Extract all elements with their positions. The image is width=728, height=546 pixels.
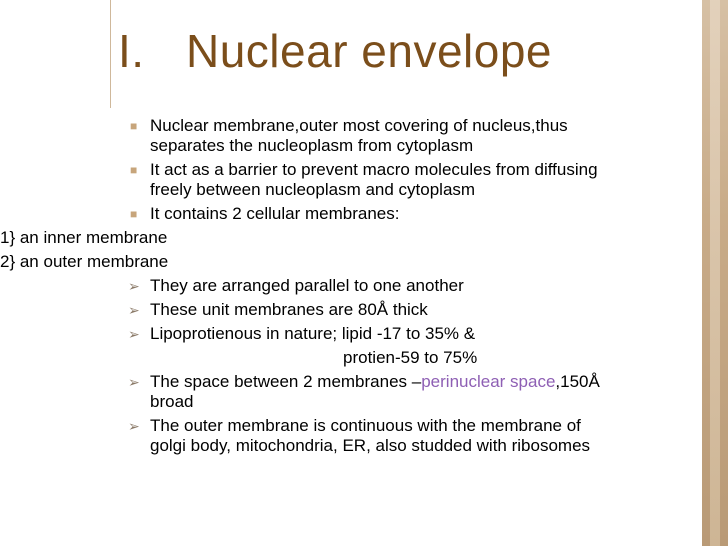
arrow-bullet-icon: ➢ (128, 326, 140, 342)
square-bullet-icon: ■ (130, 119, 138, 133)
list-item-text: They are arranged parallel to one another (150, 276, 464, 295)
list-item (0, 252, 696, 272)
list-item (0, 228, 696, 248)
square-bullet-icon: ■ (130, 163, 138, 177)
list-item (110, 416, 696, 456)
highlighted-term: perinuclear space (421, 372, 556, 391)
list-item-text: protien-59 to 75% (343, 348, 478, 367)
arrow-bullet-icon: ➢ (128, 418, 140, 434)
arrow-bullet-icon: ➢ (128, 302, 140, 318)
list-item-text: The outer membrane is continuous with the membrane of (150, 416, 581, 435)
list-item (110, 348, 696, 368)
slide-title (118, 24, 552, 78)
list-item-text: It act as a barrier to prevent macro molecules from diffusing (150, 160, 598, 179)
square-bullet-icon: ■ (130, 207, 138, 221)
list-item-text: Nuclear membrane,outer most covering of nucleus,thus (150, 116, 568, 135)
list-item-text: separates the nucleoplasm from cytoplasm (150, 136, 474, 155)
list-item (110, 276, 696, 296)
list-item-text: golgi body, mitochondria, ER, also studded with ribosomes (150, 436, 591, 455)
list-item-text: These unit membranes are 80Å thick (150, 300, 428, 319)
list-item (110, 300, 696, 320)
list-item-text: 1} an inner membrane (0, 228, 168, 247)
arrow-bullet-icon: ➢ (128, 278, 140, 294)
decorative-side-rail-inner (710, 0, 720, 546)
list-item-text: It contains 2 cellular membranes: (150, 204, 400, 223)
list-item (110, 116, 696, 156)
list-item-text: Lipoprotienous in nature; lipid -17 to 35% & (150, 324, 476, 343)
title-divider-line (110, 0, 111, 108)
list-item-text: 2} an outer membrane (0, 252, 169, 271)
list-item-text: freely between nucleoplasm and cytoplasm (150, 180, 476, 199)
title-number: I. (118, 25, 145, 77)
list-item (110, 204, 696, 224)
title-text: Nuclear envelope (186, 25, 553, 77)
list-item (110, 160, 696, 200)
arrow-bullet-icon: ➢ (128, 374, 140, 390)
list-item-text: The space between 2 membranes –perinuclear space,150Å (150, 372, 600, 391)
list-item (110, 372, 696, 412)
list-item-text: broad (150, 392, 194, 411)
list-item (110, 324, 696, 344)
bullet-list (0, 116, 696, 456)
